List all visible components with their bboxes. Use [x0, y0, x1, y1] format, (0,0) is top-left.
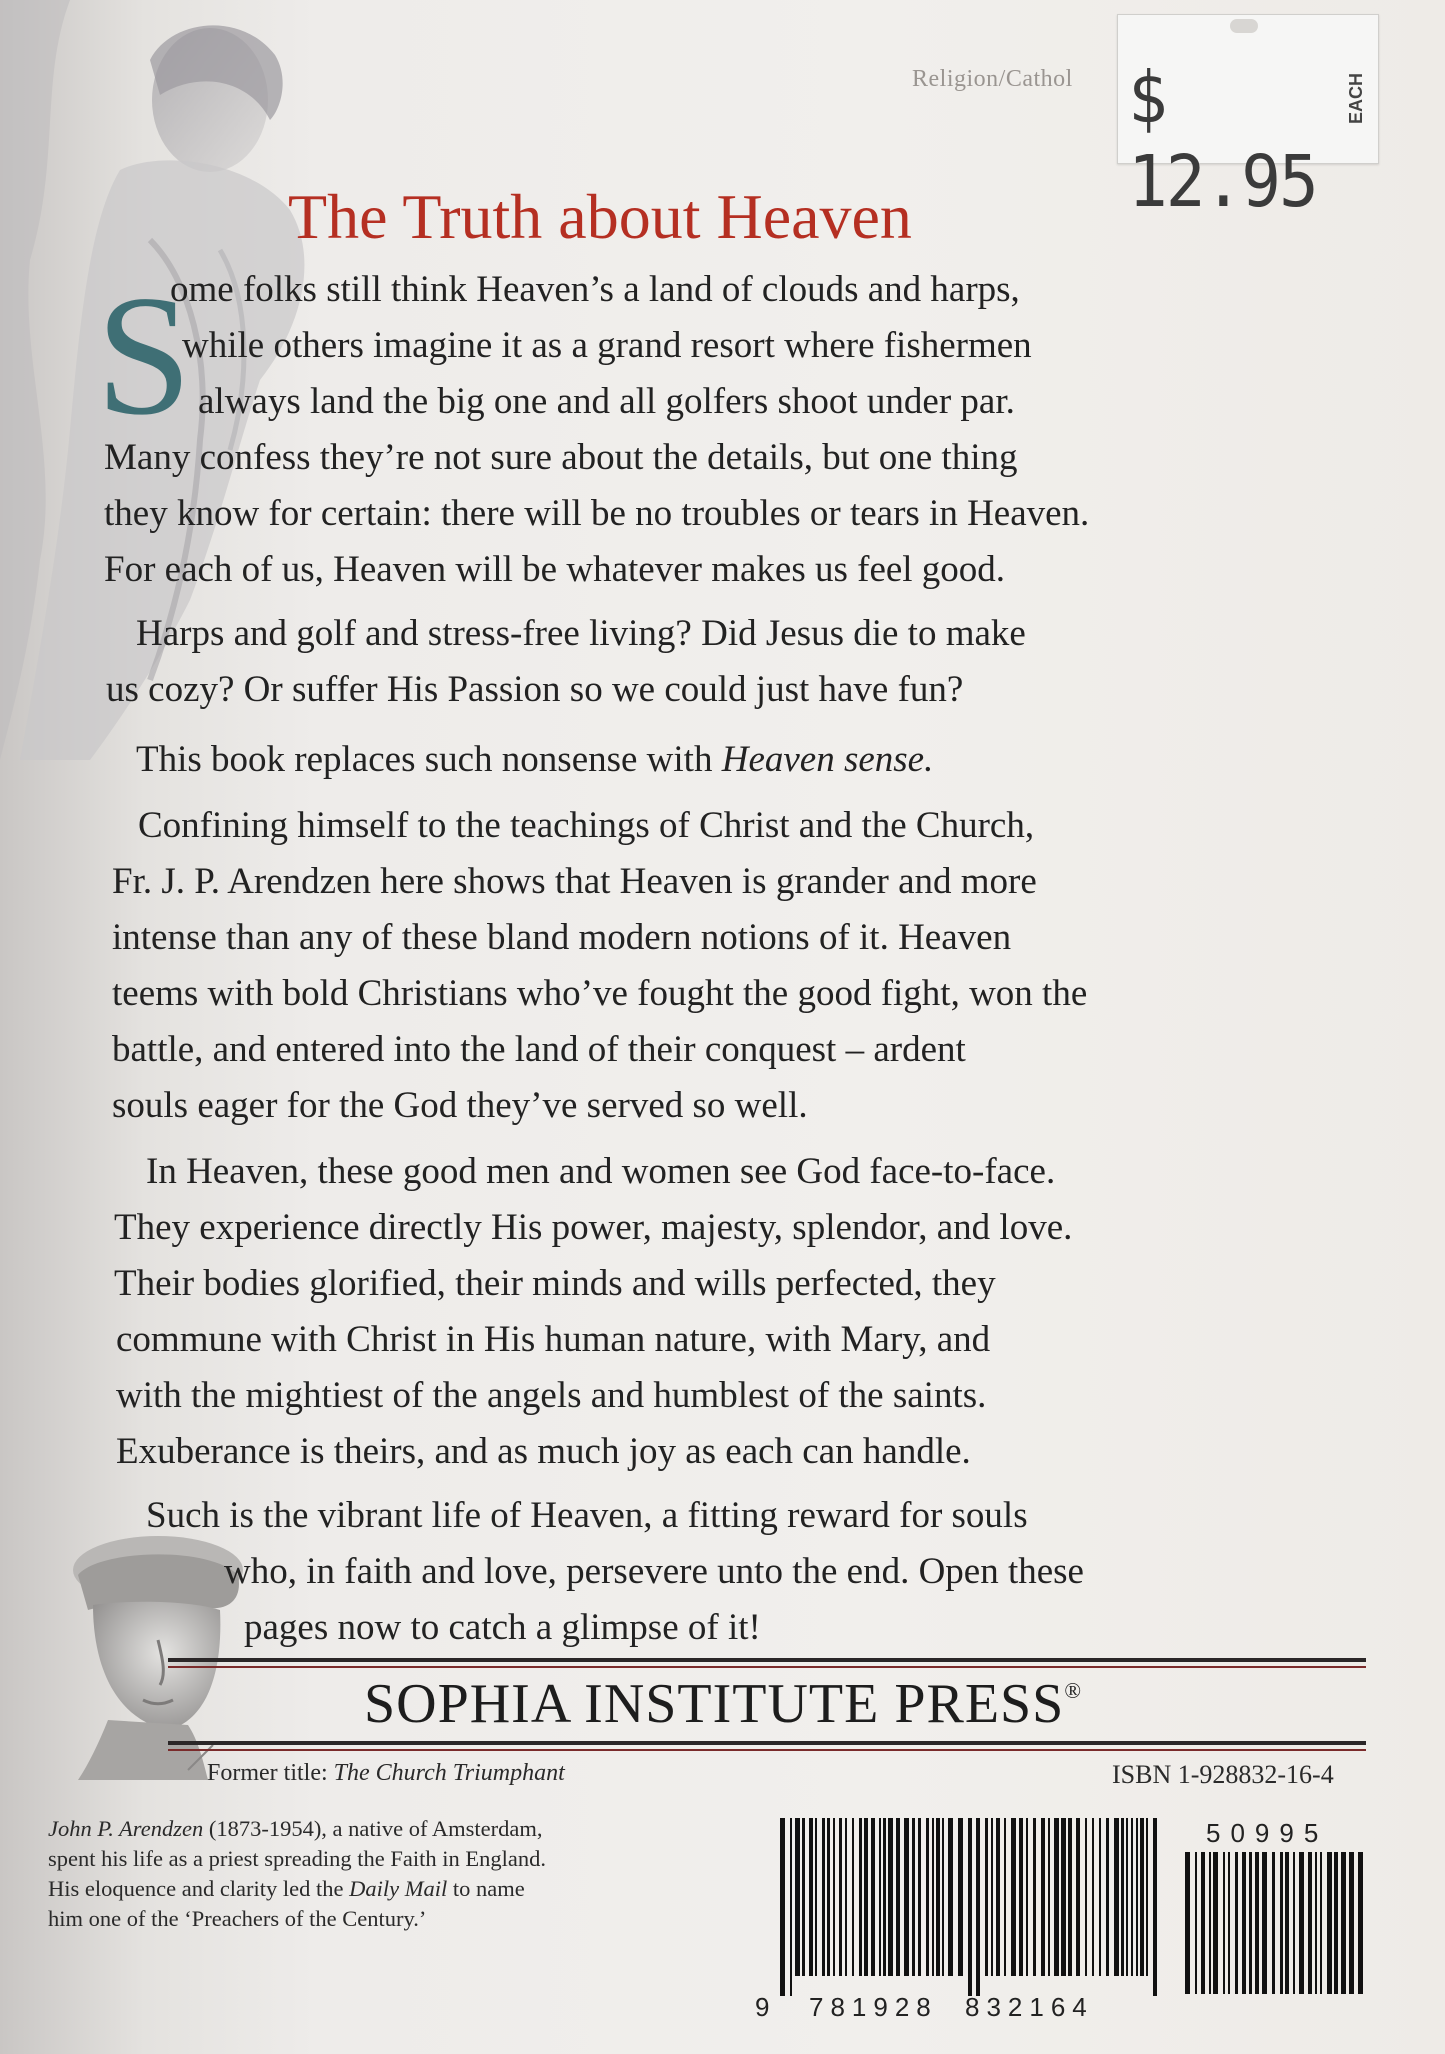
barcode-bar	[1327, 1852, 1332, 1994]
barcode-bar	[936, 1818, 940, 1976]
barcode-bar	[1201, 1852, 1205, 1994]
barcode-bar	[1153, 1818, 1157, 1996]
blurb-line: Exuberance is theirs, and as much joy as each can handle.	[116, 1431, 971, 1472]
barcode-bar	[809, 1818, 813, 1976]
barcode-bar	[996, 1818, 1000, 1976]
isbn-number: ISBN 1-928832-16-4	[1112, 1760, 1334, 1789]
barcode-bar	[958, 1818, 963, 1976]
blurb-line: Harps and golf and stress-free living? Did Jesus die to make	[136, 613, 1026, 654]
barcode-bar	[852, 1818, 854, 1976]
barcode-bar	[1280, 1852, 1283, 1994]
barcode-bar	[1085, 1818, 1087, 1976]
barcode-bar	[795, 1818, 800, 1976]
barcode-bar	[1255, 1852, 1259, 1994]
barcode-bar	[942, 1818, 944, 1976]
barcode-bar	[802, 1818, 805, 1976]
barcode-bar	[1308, 1852, 1312, 1994]
barcode-bar	[1349, 1852, 1354, 1994]
barcode-bar	[1213, 1852, 1218, 1994]
bio-line: him one of the ‘Preachers of the Century.’	[48, 1906, 427, 1931]
barcode-bar	[1054, 1818, 1059, 1976]
barcode-bar	[1041, 1818, 1045, 1976]
barcode-bar	[1126, 1818, 1128, 1976]
barcode-bar	[845, 1818, 847, 1976]
barcode-bar	[1185, 1852, 1190, 1994]
barcode-first-digit: 9	[755, 1992, 770, 2022]
author-bio	[48, 1814, 638, 1934]
barcode-bar	[1019, 1818, 1023, 1976]
barcode-left-digits: 781928	[809, 1992, 938, 2022]
barcode-bar	[926, 1818, 929, 1976]
barcode-bar	[912, 1818, 915, 1976]
blurb-line: while others imagine it as a grand resort where fishermen	[182, 325, 1032, 366]
newspaper-name: Daily Mail	[349, 1876, 448, 1901]
blurb-line: ome folks still think Heaven’s a land of clouds and harps,	[170, 269, 1020, 310]
blurb-line: with the mightiest of the angels and humblest of the saints.	[116, 1375, 987, 1416]
barcode-bar	[1033, 1818, 1036, 1976]
blurb-line: In Heaven, these good men and women see God face-to-face.	[146, 1151, 1056, 1192]
bio-text-run: (1873-1954), a native of Amsterdam,	[203, 1816, 543, 1841]
barcode-bar	[1068, 1818, 1072, 1976]
barcode-bar	[1092, 1818, 1094, 1976]
blurb-line: pages now to catch a glimpse of it!	[244, 1607, 761, 1648]
heaven-sense-emphasis: Heaven sense.	[721, 739, 934, 780]
divider-rule	[168, 1658, 1366, 1662]
bio-line: spent his life as a priest spreading the Faith in England.	[48, 1846, 547, 1871]
barcode-bar	[1249, 1852, 1252, 1994]
blurb-line: Many confess they’re not sure about the details, but one thing	[104, 437, 1018, 478]
blurb-line: Such is the vibrant life of Heaven, a fitting reward for souls	[146, 1495, 1028, 1536]
barcode-bar	[822, 1818, 825, 1976]
publisher-name	[364, 1672, 1082, 1736]
barcode-bar	[1334, 1852, 1338, 1994]
divider-rule	[168, 1666, 1366, 1668]
barcode-bar	[1299, 1852, 1304, 1994]
barcode-bar	[839, 1818, 842, 1976]
barcode-bar	[888, 1818, 893, 1976]
barcode-bar	[1026, 1818, 1028, 1976]
barcode-bar	[968, 1818, 972, 1996]
blurb-line: who, in faith and love, persevere unto the end. Open these	[224, 1551, 1084, 1592]
author-name: John P. Arendzen	[48, 1816, 204, 1841]
barcode-bar	[833, 1818, 835, 1976]
barcode-bar	[1285, 1852, 1289, 1994]
bio-text-run: to name	[447, 1876, 525, 1901]
barcode-bar	[1235, 1852, 1238, 1994]
barcode-right-digits: 832164	[965, 1992, 1094, 2022]
barcode-bar	[1140, 1818, 1144, 1976]
blurb-line: Confining himself to the teachings of Christ and the Church,	[138, 805, 1035, 846]
blurb-line: They experience directly His power, majesty, splendor, and love.	[114, 1207, 1073, 1248]
price-unit: EACH	[1346, 73, 1366, 125]
barcode-bar	[1209, 1852, 1211, 1994]
blurb-line: For each of us, Heaven will be whatever makes us feel good.	[104, 549, 1006, 590]
divider-rule	[168, 1749, 1366, 1751]
barcode-bar	[780, 1818, 785, 1996]
blurb-line	[136, 738, 933, 781]
barcode-bar	[896, 1818, 900, 1976]
barcode-bar	[1293, 1852, 1295, 1994]
blurb-line: teems with bold Christians who’ve fought the good fight, won the	[112, 973, 1088, 1014]
barcode-bar	[976, 1818, 980, 1996]
divider-rule	[168, 1741, 1366, 1745]
barcode-bar	[859, 1818, 862, 1976]
blurb-line: commune with Christ in His human nature, with Mary, and	[116, 1319, 991, 1360]
former-title-label: Former title:	[207, 1760, 334, 1786]
barcode-bar	[1131, 1818, 1133, 1976]
blurb-line: Fr. J. P. Arendzen here shows that Heaven is grander and more	[112, 861, 1037, 902]
barcode-bar	[879, 1818, 881, 1976]
blurb-line: us cozy? Or suffer His Passion so we could just have fun?	[106, 669, 964, 710]
blurb-text-run: This book replaces such nonsense with	[136, 739, 722, 780]
barcode-bar	[1121, 1818, 1124, 1976]
barcode-bar	[985, 1818, 988, 1976]
barcode-bar	[904, 1818, 909, 1976]
barcode-bar	[1076, 1818, 1080, 1976]
barcode-bar	[1320, 1852, 1322, 1994]
barcode-bar	[991, 1818, 993, 1976]
sticker-hole	[1230, 19, 1258, 33]
blurb-line: Their bodies glorified, their minds and wills perfected, they	[114, 1263, 996, 1304]
barcode-bar	[1048, 1818, 1050, 1976]
category-label: Religion/Cathol	[912, 66, 1073, 92]
barcode-bar	[1146, 1818, 1148, 1976]
barcode-bar	[1228, 1852, 1230, 1994]
barcode-bar	[1136, 1818, 1138, 1976]
barcode-bar	[932, 1818, 934, 1976]
registered-mark: ®	[1064, 1678, 1083, 1703]
former-title	[207, 1760, 565, 1787]
barcode-bar	[1242, 1852, 1246, 1994]
drop-cap-letter: S	[96, 261, 192, 451]
price-value: $ 12.95	[1128, 56, 1317, 224]
barcode-bar	[1061, 1818, 1066, 1976]
barcode-bar	[918, 1818, 921, 1976]
publisher-text: SOPHIA INSTITUTE PRESS	[364, 1673, 1065, 1735]
barcode-bar	[864, 1818, 868, 1976]
blurb-line: souls eager for the God they’ve served so well.	[112, 1085, 808, 1126]
barcode-bar	[1195, 1852, 1197, 1994]
barcode-bar	[1099, 1818, 1101, 1976]
barcode-bar	[1011, 1818, 1016, 1976]
barcode-bar	[1262, 1852, 1267, 1994]
barcode-bar	[948, 1818, 953, 1976]
blurb-line: battle, and entered into the land of their conquest – ardent	[112, 1029, 966, 1070]
blurb-line: they know for certain: there will be no troubles or tears in Heaven.	[104, 493, 1090, 534]
barcode-bar	[827, 1818, 830, 1976]
barcode-bar	[871, 1818, 875, 1976]
barcode-bar	[883, 1818, 886, 1976]
book-title: The Truth about Heaven	[288, 181, 912, 252]
former-title-value: The Church Triumphant	[333, 1760, 565, 1786]
bio-line	[48, 1874, 638, 1904]
barcode-bar	[815, 1818, 817, 1976]
bio-line	[48, 1814, 638, 1844]
barcode-bar	[790, 1818, 792, 1996]
barcode-bar	[1223, 1852, 1225, 1994]
barcode-bar	[1315, 1852, 1317, 1994]
barcode-bar	[1004, 1818, 1006, 1976]
barcode-bar	[1114, 1818, 1119, 1976]
barcode-addon	[1185, 1852, 1370, 1994]
blurb-line: always land the big one and all golfers shoot under par.	[198, 381, 1015, 422]
barcode-bar	[1341, 1852, 1346, 1994]
barcode-addon-digits: 50995	[1206, 1818, 1329, 1848]
price-sticker	[1117, 14, 1379, 224]
barcode-bar	[1106, 1818, 1109, 1976]
barcode-bar	[1272, 1852, 1275, 1994]
bio-text-run: His eloquence and clarity led the	[48, 1876, 350, 1901]
barcode	[780, 1818, 1158, 1996]
barcode-bar	[1358, 1852, 1363, 1994]
blurb-line: intense than any of these bland modern notions of it. Heaven	[112, 917, 1012, 958]
